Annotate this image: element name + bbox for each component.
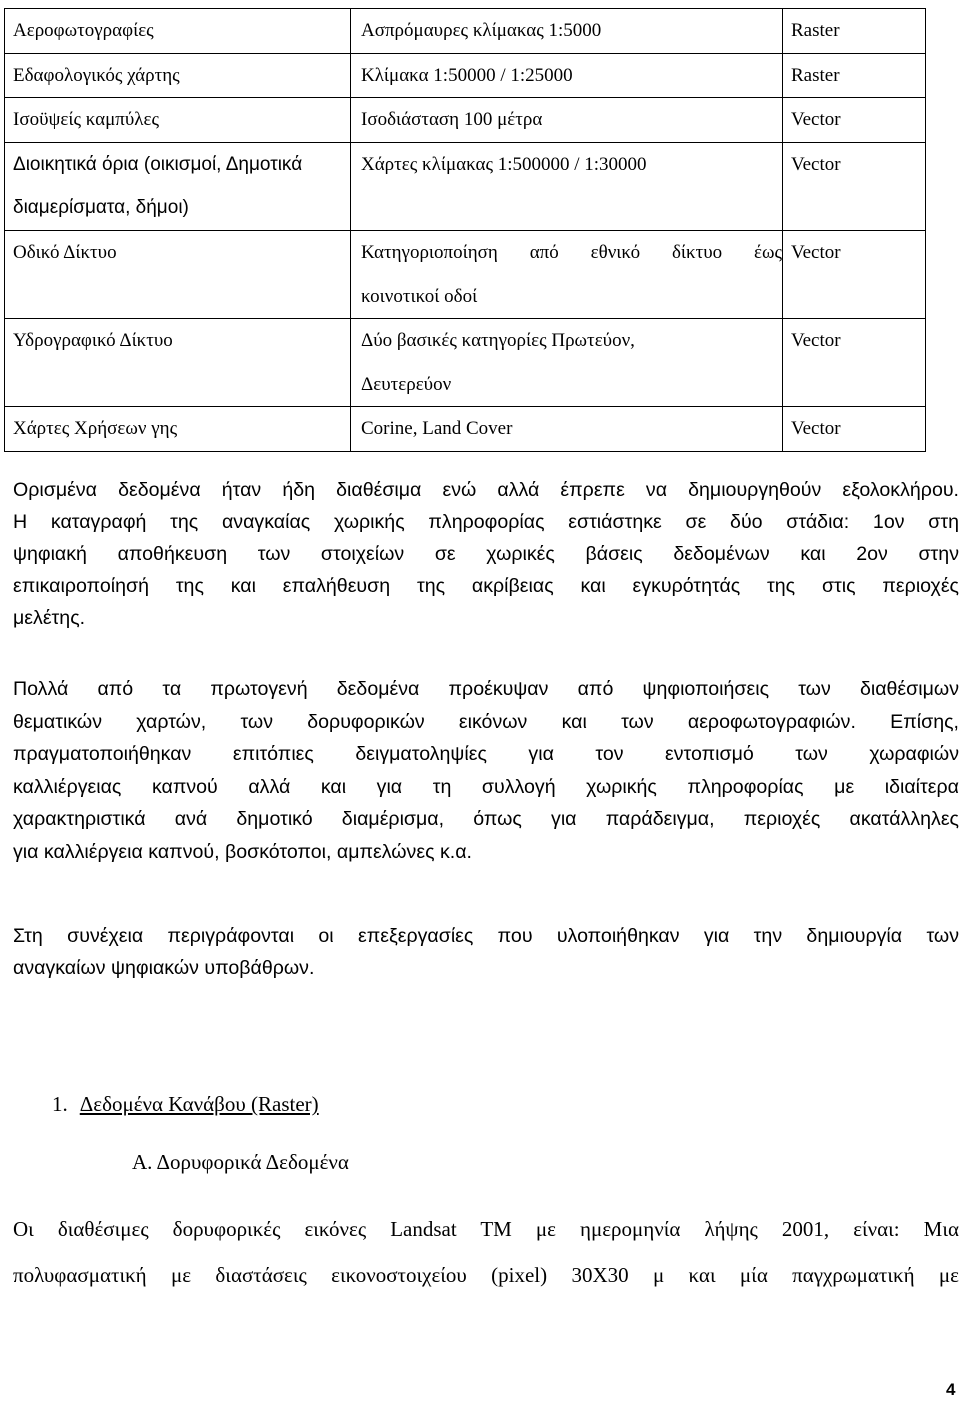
table-cell: Raster [783, 53, 926, 98]
section-title: Δεδομένα Κανάβου (Raster) [79, 1092, 319, 1116]
table-cell: Χάρτες κλίμακας 1:500000 / 1:30000 [351, 142, 783, 230]
cell-line: Διοικητικά όρια (οικισμοί, Δημοτικά [13, 153, 303, 175]
table-cell: Ασπρόμαυρες κλίμακας 1:5000 [351, 9, 783, 54]
table-cell: Οδικό Δίκτυο [5, 230, 351, 318]
paragraph-line: Στη συνέχεια περιγράφονται οι επεξεργασίες που υλοποιήθηκαν για την δημιουργία των [13, 925, 959, 947]
page-number: 4 [946, 1380, 956, 1399]
paragraph-line: θεματικών χαρτών, των δορυφορικών εικόνων και των αεροφωτογραφιών. Επίσης, [13, 710, 959, 733]
paragraph-line: Πολλά από τα πρωτογενή δεδομένα προέκυψαν από ψηφιοποιήσεις των διαθέσιμων [13, 678, 959, 700]
paragraph-line: πολυφασματική με διαστάσεις εικονοστοιχείου (pixel) 30X30 μ και μία παγχρωματική με [13, 1263, 959, 1287]
paragraph-data-collection [13, 474, 959, 634]
cell-line: Δευτερεύον [361, 373, 452, 395]
data-sources-table [4, 8, 926, 452]
paragraph-landsat [13, 1206, 959, 1298]
paragraph-line: για καλλιέργεια καπνού, βοσκότοποι, αμπελώνες κ.α. [13, 840, 472, 863]
table-row [5, 142, 926, 230]
paragraph-line: καλλιέργειας καπνού αλλά και για τη συλλογή χωρικής πληροφορίας με ιδιαίτερα [13, 775, 959, 798]
table-row [5, 98, 926, 143]
table-cell: Αεροφωτογραφίες [5, 9, 351, 54]
paragraph-line: Οι διαθέσιμες δορυφορικές εικόνες Landsat TM με ημερομηνία λήψης 2001, είναι: Μια [13, 1217, 959, 1241]
table-cell: Ισοϋψείς καμπύλες [5, 98, 351, 143]
paragraph-line: επικαιροποίησή της και επαλήθευση της ακρίβειας και εγκυρότητάς της στις περιοχές [13, 575, 959, 597]
table-cell: Χάρτες Χρήσεων γης [5, 407, 351, 452]
table-cell: Εδαφολογικός χάρτης [5, 53, 351, 98]
table-cell: Vector [783, 319, 926, 407]
table-cell [351, 230, 783, 318]
paragraph-line: μελέτης. [13, 607, 86, 629]
table-row [5, 9, 926, 54]
section-heading-raster [52, 1092, 319, 1117]
table-cell: Ισοδιάσταση 100 μέτρα [351, 98, 783, 143]
cell-line: κοινοτικοί οδοί [361, 285, 478, 307]
paragraph-line: Ορισμένα δεδομένα ήταν ήδη διαθέσιμα ενώ αλλά έπρεπε να δημιουργηθούν εξολοκλήρου. [13, 479, 959, 501]
table-cell [5, 142, 351, 230]
table-cell: Corine, Land Cover [351, 407, 783, 452]
table-row [5, 319, 926, 407]
paragraph-line: αναγκαίων ψηφιακών υποβάθρων. [13, 957, 315, 979]
table-row [5, 53, 926, 98]
subsection-heading-satellite: Α. Δορυφορικά Δεδομένα [132, 1150, 349, 1174]
table-cell: Vector [783, 98, 926, 143]
paragraph-primary-data [13, 673, 959, 868]
section-number: 1. [52, 1092, 68, 1116]
cell-line: Δύο βασικές κατηγορίες Πρωτεύον, [361, 330, 635, 352]
table-cell: Vector [783, 142, 926, 230]
table-cell: Vector [783, 407, 926, 452]
table-row [5, 407, 926, 452]
table-cell: Vector [783, 230, 926, 318]
cell-line: διαμερίσματα, δήμοι) [13, 197, 189, 219]
table-row [5, 230, 926, 318]
cell-line: Κατηγοριοποίηση από εθνικό δίκτυο έως [361, 241, 782, 263]
paragraph-line: ψηφιακή αποθήκευση των στοιχείων σε χωρικές βάσεις δεδομένων και 2ον στην [13, 543, 959, 565]
paragraph-line: χαρακτηριστικά ανά δημοτικό διαμέρισμα, όπως για παράδειγμα, περιοχές ακατάλληλες [13, 808, 959, 830]
table-cell: Raster [783, 9, 926, 54]
paragraph-processing [13, 920, 959, 984]
table-cell: Υδρογραφικό Δίκτυο [5, 319, 351, 407]
paragraph-line: Η καταγραφή της αναγκαίας χωρικής πληροφορίας εστιάστηκε σε δύο στάδια: 1ον στη [13, 511, 959, 533]
table-cell: Κλίμακα 1:50000 / 1:25000 [351, 53, 783, 98]
table-cell [351, 319, 783, 407]
paragraph-line: πραγματοποιήθηκαν επιτόπιες δειγματοληψίες για τον εντοπισμό των χωραφιών [13, 743, 959, 765]
